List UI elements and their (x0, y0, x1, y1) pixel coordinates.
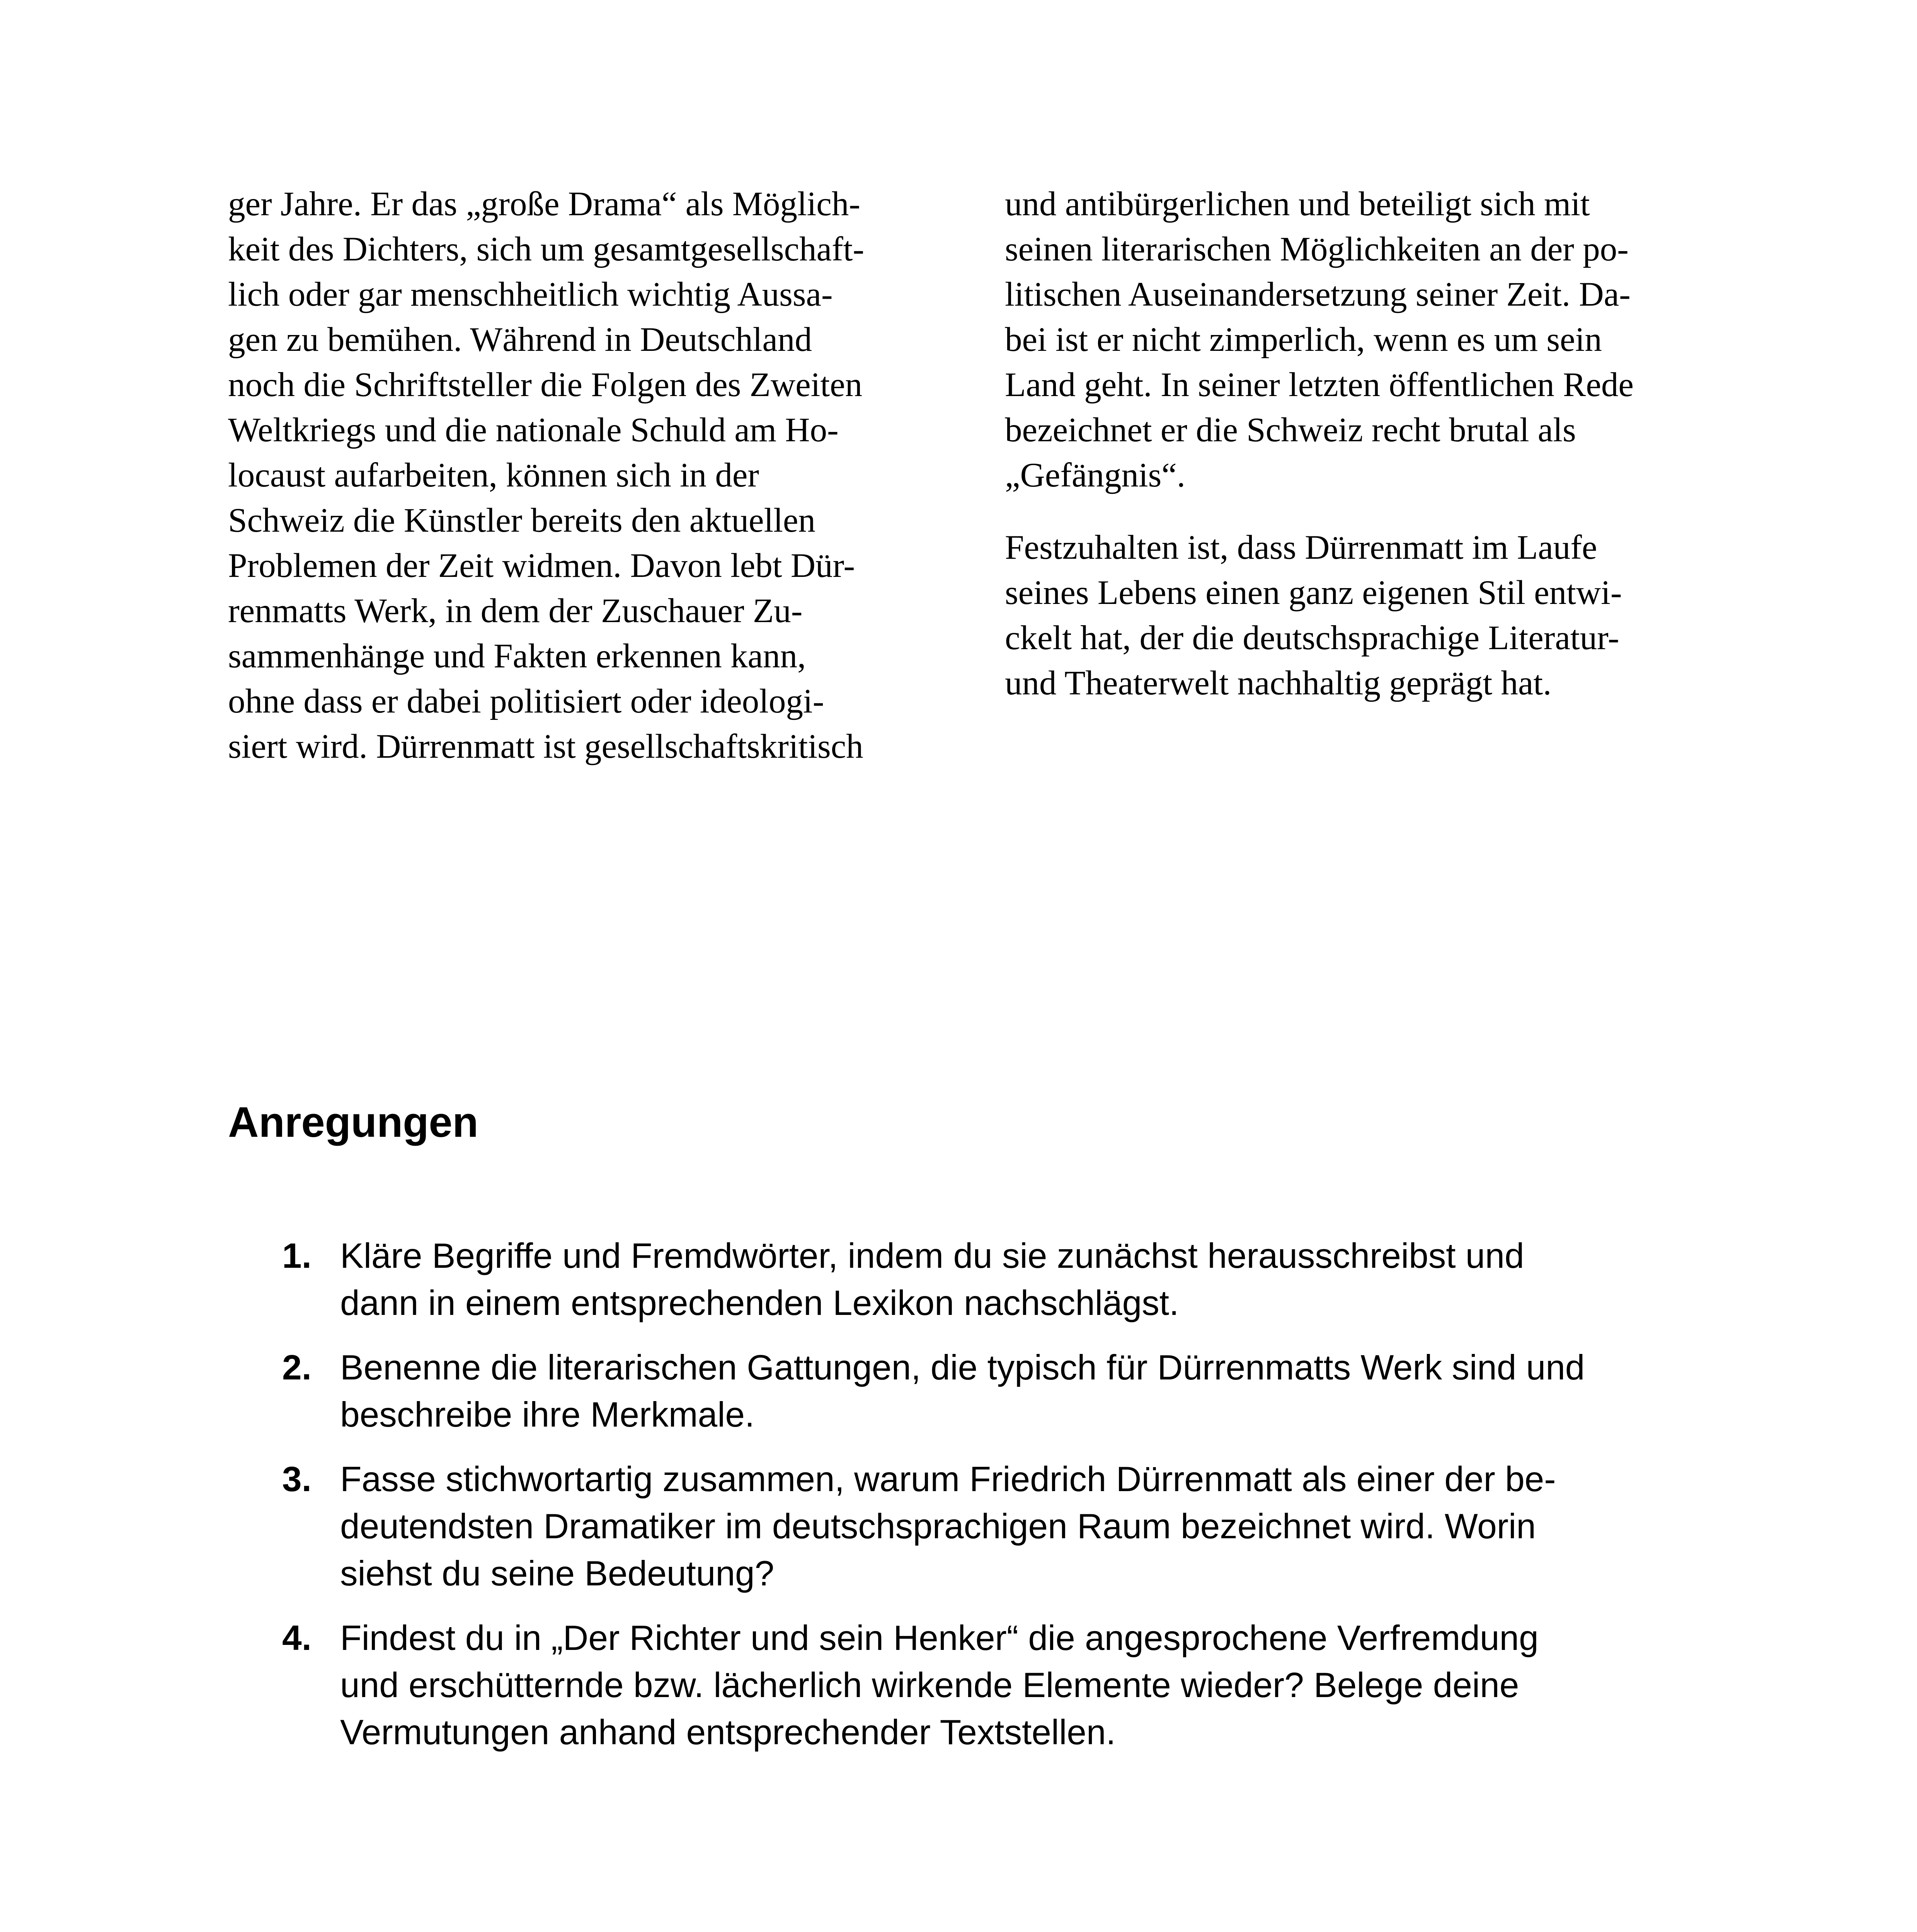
text-line: keit des Dichters, sich um gesamtgesellschaft- (228, 230, 865, 268)
task-item (282, 1344, 1751, 1439)
text-line: ger Jahre. Er das „große Drama“ als Möglich- (228, 185, 860, 223)
task-number: 4. (282, 1619, 312, 1658)
text-line: siert wird. Dürrenmatt ist gesellschaftskritisch (228, 728, 863, 765)
text-line: gen zu bemühen. Während in Deutschland (228, 321, 812, 359)
text-line: ckelt hat, der die deutschsprachige Literatur- (1005, 619, 1619, 657)
text-line: seines Lebens einen ganz eigenen Stil entwi- (1005, 574, 1622, 612)
paragraph-right-1 (1005, 182, 1728, 498)
text-line: bei ist er nicht zimperlich, wenn es um sein (1005, 321, 1602, 359)
paragraph-right-2 (1005, 525, 1728, 706)
text-line: noch die Schriftsteller die Folgen des Zweiten (228, 366, 863, 404)
text-line: lich oder gar menschheitlich wichtig Aussa- (228, 276, 833, 313)
text-line: und Theaterwelt nachhaltig geprägt hat. (1005, 664, 1552, 702)
section-heading: Anregungen (228, 1099, 478, 1146)
text-line: seinen literarischen Möglichkeiten an der po- (1005, 230, 1629, 268)
task-item (282, 1615, 1751, 1756)
task-item (282, 1456, 1751, 1597)
text-line: sammenhänge und Fakten erkennen kann, (228, 637, 806, 675)
text-line: litischen Auseinandersetzung seiner Zeit. Da- (1005, 276, 1631, 313)
task-list (282, 1233, 1751, 1774)
text-line: Problemen der Zeit widmen. Davon lebt Dür- (228, 547, 855, 585)
text-line: und antibürgerlichen und beteiligt sich mit (1005, 185, 1590, 223)
task-text-line: Findest du in „Der Richter und sein Henker“ die angesprochene Verfremdung (340, 1619, 1539, 1658)
task-text-line: beschreibe ihre Merkmale. (340, 1395, 755, 1434)
task-number: 1. (282, 1236, 312, 1276)
task-text-line: Fasse stichwortartig zusammen, warum Friedrich Dürrenmatt als einer der be- (340, 1460, 1556, 1499)
text-line: „Gefängnis“. (1005, 456, 1186, 494)
text-line: Festzuhalten ist, dass Dürrenmatt im Laufe (1005, 529, 1597, 566)
task-text-line: deutendsten Dramatiker im deutschsprachigen Raum bezeichnet wird. Worin (340, 1507, 1536, 1546)
task-number: 2. (282, 1348, 312, 1387)
paragraph-left (228, 182, 951, 769)
task-number: 3. (282, 1460, 312, 1499)
task-text-line: und erschütternde bzw. lächerlich wirkende Elemente wieder? Belege deine (340, 1666, 1519, 1705)
paragraph-spacer (1005, 498, 1728, 525)
task-text-line: siehst du seine Bedeutung? (340, 1554, 775, 1593)
text-line: Land geht. In seiner letzten öffentlichen Rede (1005, 366, 1634, 404)
text-line: Weltkriegs und die nationale Schuld am Ho- (228, 411, 839, 449)
text-line: Schweiz die Künstler bereits den aktuellen (228, 502, 815, 539)
text-line: renmatts Werk, in dem der Zuschauer Zu- (228, 592, 803, 630)
text-column-right (1005, 182, 1728, 706)
task-text-line: Benenne die literarischen Gattungen, die typisch für Dürrenmatts Werk sind und (340, 1348, 1585, 1387)
task-text-line: Vermutungen anhand entsprechender Textstellen. (340, 1713, 1116, 1752)
task-text-line: dann in einem entsprechenden Lexikon nachschlägst. (340, 1284, 1179, 1323)
task-text-line: Kläre Begriffe und Fremdwörter, indem du sie zunächst herausschreibst und (340, 1236, 1524, 1276)
text-line: locaust aufarbeiten, können sich in der (228, 456, 759, 494)
text-line: ohne dass er dabei politisiert oder ideologi- (228, 682, 824, 720)
text-line: bezeichnet er die Schweiz recht brutal als (1005, 411, 1576, 449)
task-item (282, 1233, 1751, 1327)
text-column-left (228, 182, 951, 769)
